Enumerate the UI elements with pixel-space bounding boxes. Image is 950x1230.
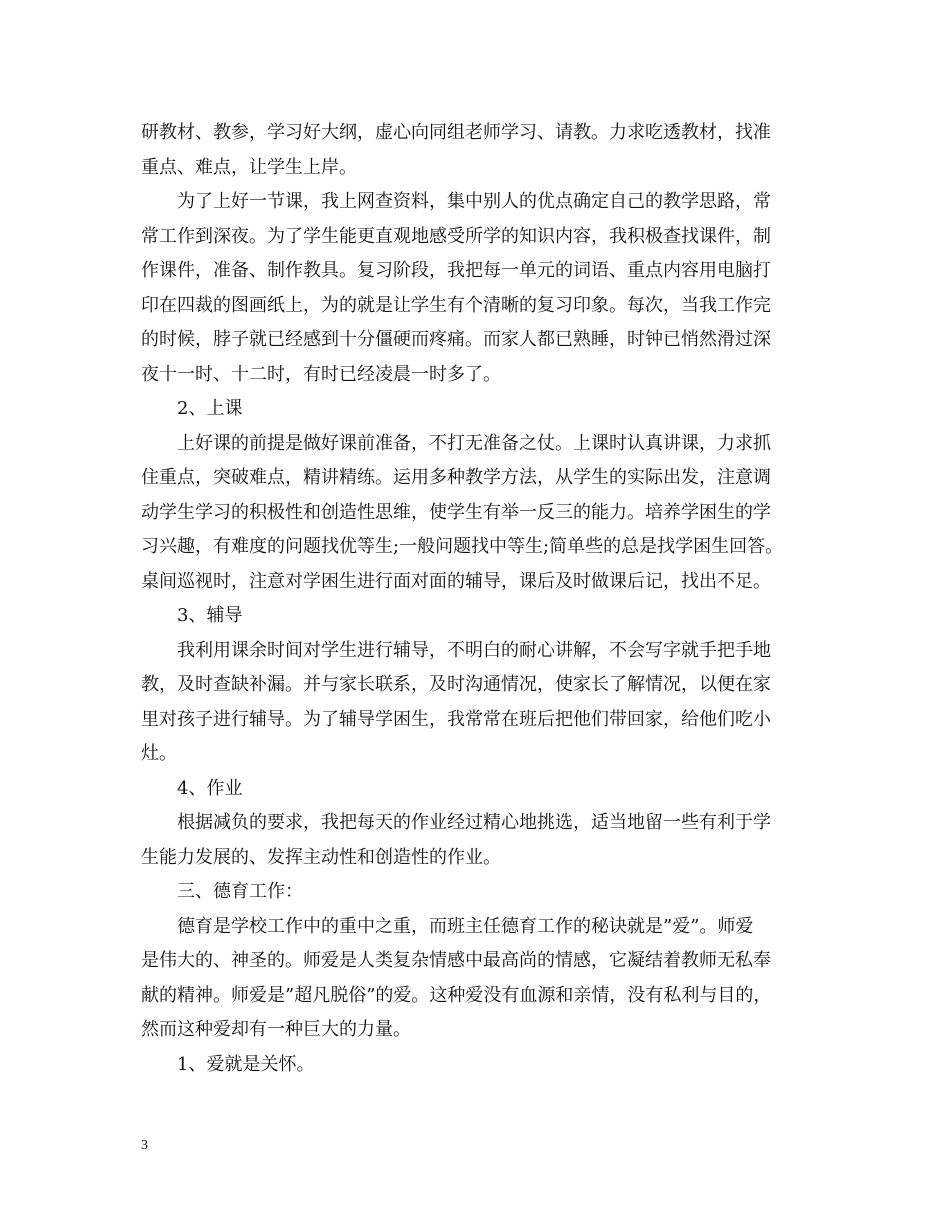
text-line: 桌间巡视时，注意对学困生进行面对面的辅导，课后及时做课后记，找出不足。 [141, 570, 771, 592]
text-line: 我利用课余时间对学生进行辅导，不明白的耐心讲解，不会写字就手把手地 [177, 639, 771, 661]
body-text [141, 116, 811, 1082]
text-line: 动学生学习的积极性和创造性思维，使学生有举一反三的能力。培养学困生的学 [141, 501, 771, 523]
text-line: 重点、难点，让学生上岸。 [141, 156, 357, 178]
text-line: 里对孩子进行辅导。为了辅导学困生，我常常在班后把他们带回家，给他们吃小 [141, 708, 771, 730]
text-line: 三、德育工作： [177, 881, 303, 902]
text-line: 的时候，脖子就已经感到十分僵硬而疼痛。而家人都已熟睡，时钟已悄然滑过深 [141, 329, 771, 350]
text-line: 献的精神。师爱是”超凡脱俗”的爱。这种爱没有血源和亲情，没有私利与目的， [141, 984, 772, 1006]
text-line: 教，及时查缺补漏。并与家长联系，及时沟通情况，使家长了解情况，以便在家 [141, 674, 771, 695]
text-line: 研教材、教参，学习好大纲，虚心向同组老师学习、请教。力求吃透教材，找准 [141, 122, 771, 143]
text-line: 住重点，突破难点，精讲精练。运用多种教学方法，从学生的实际出发，注意调 [141, 467, 771, 488]
text-line: 1、爱就是关怀。 [177, 1053, 315, 1075]
text-line: 灶。 [141, 743, 177, 764]
text-line: 4、作业 [177, 777, 243, 799]
text-line: 上好课的前提是做好课前准备，不打无准备之仗。上课时认真讲课，力求抓 [177, 432, 771, 454]
text-line: 夜十一时、十二时，有时已经凌晨一时多了。 [141, 363, 501, 385]
text-line: 印在四裁的图画纸上，为的就是让学生有个清晰的复习印象。每次，当我工作完 [141, 294, 771, 316]
text-line: 德育是学校工作中的重中之重，而班主任德育工作的秘诀就是”爱”。师爱 [177, 915, 754, 937]
text-line: 3、辅导 [177, 605, 243, 626]
text-line: 为了上好一节课，我上网查资料，集中别人的优点确定自己的教学思路，常 [177, 191, 771, 212]
text-line: 生能力发展的、发挥主动性和创造性的作业。 [141, 846, 501, 868]
text-line: 常工作到深夜。为了学生能更直观地感受所学的知识内容，我积极查找课件，制 [141, 225, 771, 247]
text-line: 作课件，准备、制作教具。复习阶段，我把每一单元的词语、重点内容用电脑打 [141, 260, 771, 281]
text-line: 2、上课 [177, 398, 243, 419]
text-line: 然而这种爱却有一种巨大的力量。 [141, 1019, 411, 1040]
text-line: 根据减负的要求，我把每天的作业经过精心地挑选，适当地留一些有利于学 [177, 812, 771, 833]
text-line: 习兴趣，有难度的问题找优等生;一般问题找中等生;简单些的总是找学困生回答。 [141, 536, 784, 557]
text-line: 是伟大的、神圣的。师爱是人类复杂情感中最高尚的情感，它凝结着教师无私奉 [141, 950, 771, 971]
page-number: 3 [141, 1138, 148, 1153]
